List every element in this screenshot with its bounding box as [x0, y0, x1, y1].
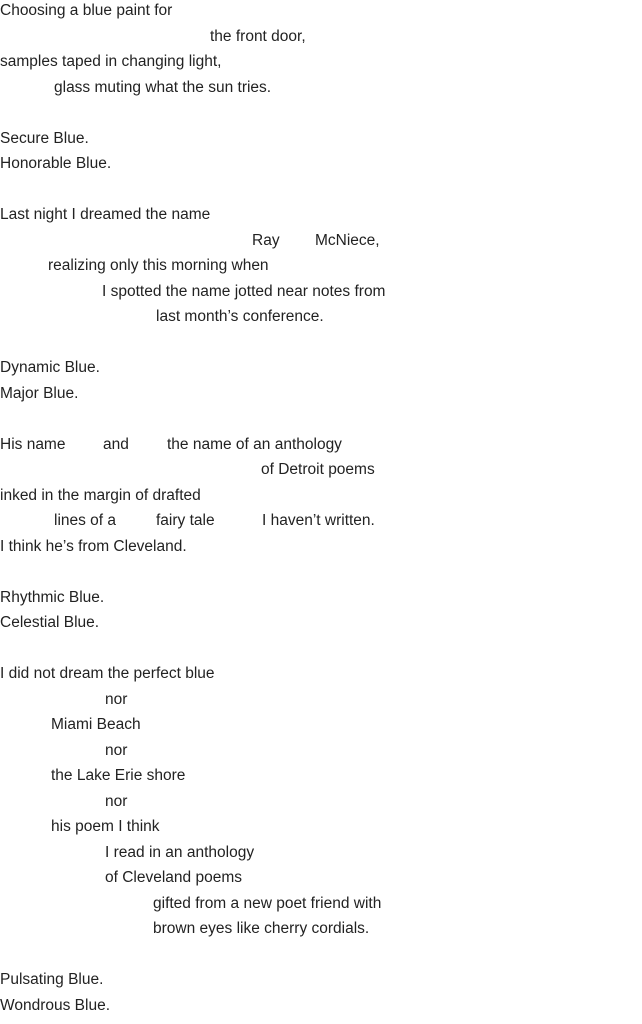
poem-line: the front door,: [210, 27, 306, 45]
poem-line: samples taped in changing light,: [0, 53, 222, 70]
poem-line: Pulsating Blue.: [0, 971, 104, 988]
poem-line: McNiece,: [315, 231, 380, 249]
poem-line: nor: [105, 690, 128, 708]
poem-line: Major Blue.: [0, 384, 79, 402]
poem-line: his poem I think: [51, 818, 160, 835]
poem-line: glass muting what the sun tries.: [54, 78, 272, 96]
poem-line: lines of a: [54, 512, 117, 529]
poem-line: nor: [105, 792, 128, 810]
poem-line: I did not dream the perfect blue: [0, 665, 215, 682]
poem-line: I read in an anthology: [105, 843, 255, 861]
poem-line: Choosing a blue paint for: [0, 2, 173, 19]
poem-line: of Detroit poems: [261, 461, 375, 478]
poem-line: Last night I dreamed the name: [0, 206, 211, 223]
poem-line: I haven’t written.: [262, 512, 375, 529]
poem-line: Secure Blue.: [0, 129, 89, 147]
poem-line: Honorable Blue.: [0, 155, 112, 172]
poem-line: I spotted the name jotted near notes from: [102, 282, 386, 300]
poem-line: and: [103, 435, 129, 453]
poem-line: I think he’s from Cleveland.: [0, 537, 187, 555]
poem-line: nor: [105, 741, 128, 759]
poem-line: fairy tale: [156, 512, 215, 529]
poem-line: Rhythmic Blue.: [0, 588, 105, 606]
poem-line: Ray: [252, 231, 280, 249]
poem-line: of Cleveland poems: [105, 869, 242, 886]
poem-line: last month’s conference.: [156, 308, 324, 325]
poem-line: gifted from a new poet friend with: [153, 894, 382, 912]
poem-line: Dynamic Blue.: [0, 359, 100, 376]
poem-line: the name of an anthology: [167, 435, 342, 453]
poem-line: Miami Beach: [51, 716, 141, 733]
poem-line: realizing only this morning when: [48, 257, 269, 274]
poem-line: His name: [0, 435, 66, 453]
poem-line: the Lake Erie shore: [51, 767, 186, 784]
poem-line: Wondrous Blue.: [0, 996, 110, 1014]
poem-line: Celestial Blue.: [0, 614, 100, 631]
poem-line: brown eyes like cherry cordials.: [153, 920, 370, 937]
poem-line: inked in the margin of drafted: [0, 486, 201, 504]
